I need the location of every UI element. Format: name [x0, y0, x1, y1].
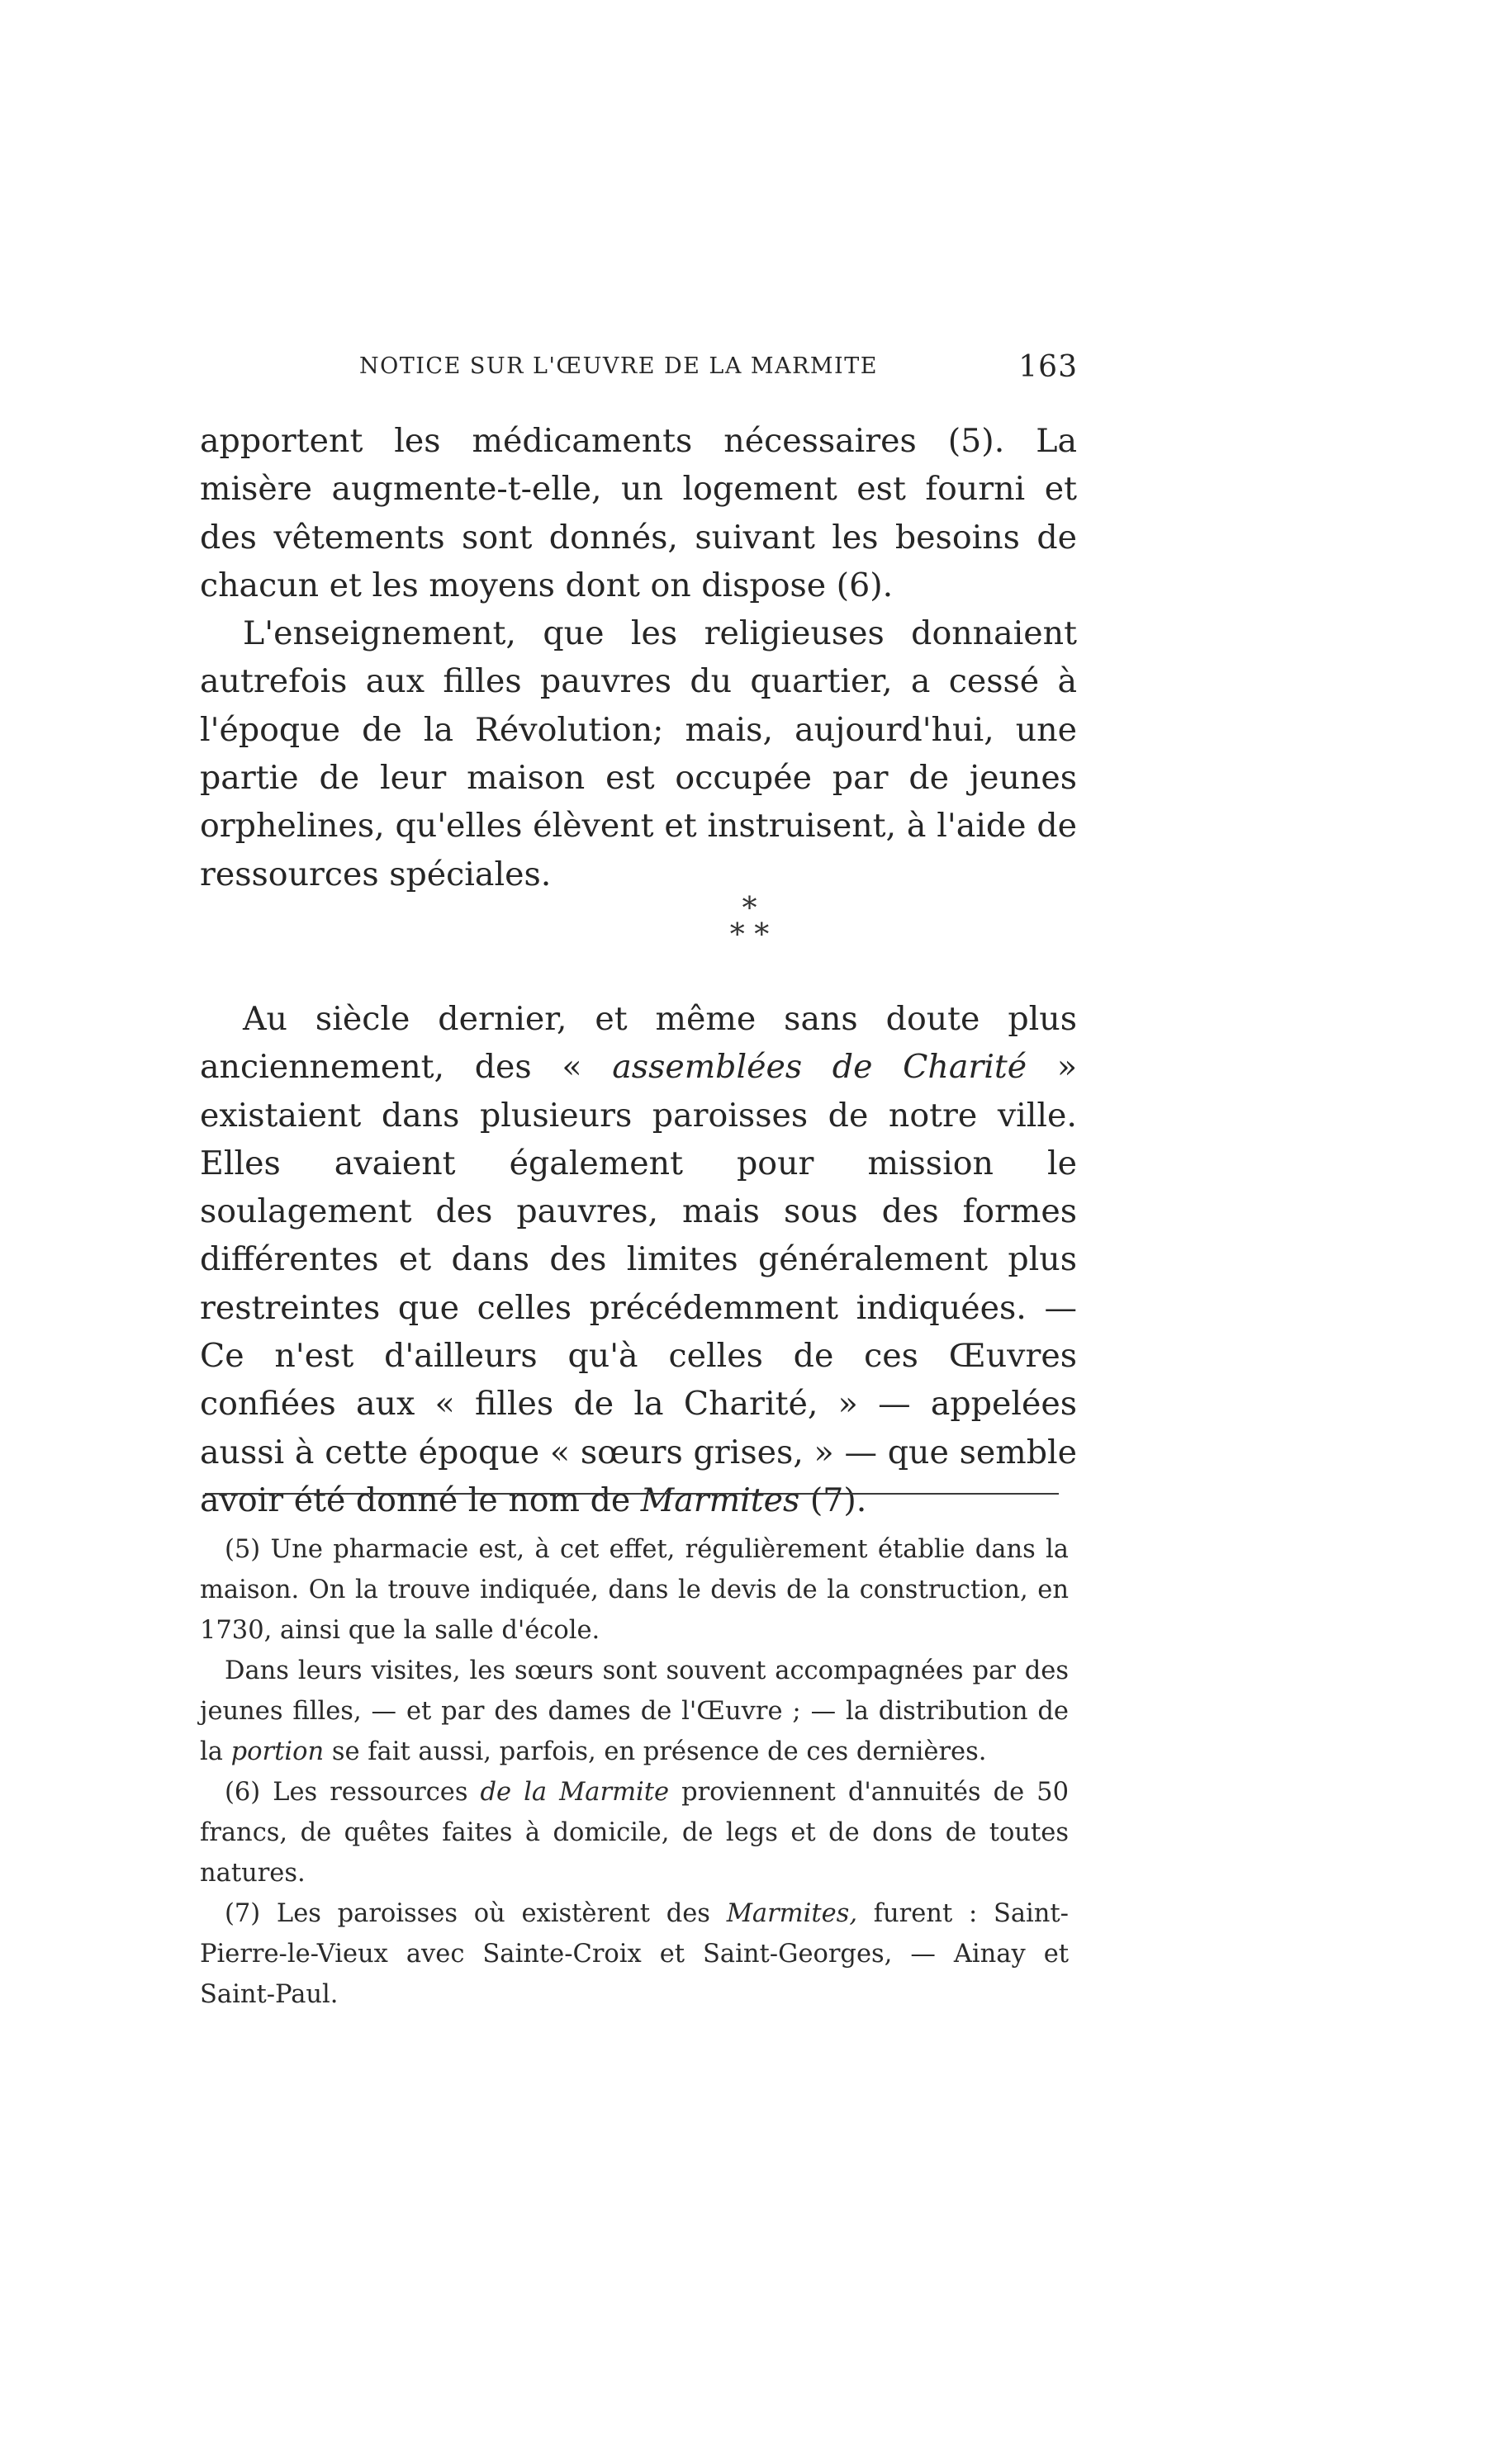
italic-term: de la Marmite: [480, 1778, 670, 1807]
footnote-text: (7) Les paroisses où existèrent des: [225, 1899, 727, 1928]
footnote-rule: [205, 1493, 1059, 1495]
footnote-text: (6) Les ressources: [225, 1778, 481, 1807]
page-number: 163: [1018, 350, 1078, 384]
italic-term: assemblées de Charité: [612, 1048, 1027, 1087]
running-header: [359, 350, 1078, 395]
footnote-text: Dans leurs visites, les sœurs sont souvent accompagnées par des jeunes filles, — et par des dames de l'Œuvre ; — la distribution de la: [200, 1656, 1069, 1766]
footnotes: [200, 1529, 1069, 2015]
footnote-5-continued: [200, 1651, 1069, 1772]
italic-term: Marmites: [640, 1481, 800, 1519]
main-text-lower: [200, 995, 1077, 1524]
footnote-text: proviennent d'annuités de 50 francs, de quêtes faites à domicile, de legs et de dons de toutes natures.: [200, 1778, 1069, 1888]
paragraph-text: (7).: [799, 1481, 867, 1519]
paragraph-continuation: apportent les médicaments nécessaires (5). La misère augmente-t-elle, un logement est fourni et des vêtements sont donnés, suivant les besoins de chacun et les moyens dont on dispose (6).: [200, 422, 1077, 604]
italic-term: portion: [230, 1737, 325, 1766]
footnote-6: [200, 1772, 1069, 1893]
italic-term: Marmites,: [726, 1899, 858, 1928]
paragraph-text: Au siècle dernier, et même sans doute plus anciennement, des «: [200, 1000, 1077, 1087]
paragraph-enseignement: L'enseignement, que les religieuses donnaient autrefois aux filles pauvres du quartier, a cessé à l'époque de la Révolution; mais, aujourd'hui, une partie de leur maison est occupée par de jeunes orphelines, qu'elles élèvent et instruisent, à l'aide de ressources spéciales.: [200, 614, 1077, 893]
footnote-5: (5) Une pharmacie est, à cet effet, régulièrement établie dans la maison. On la trouve indiquée, dans le devis de la construction, en 1730, ainsi que la salle d'école.: [200, 1535, 1069, 1645]
footnote-text: se fait aussi, parfois, en présence de ces dernières.: [324, 1737, 987, 1766]
paragraph-assemblees: [200, 995, 1077, 1524]
paragraph-text: » existaient dans plusieurs paroisses de notre ville. Elles avaient également pour mission le soulagement des pauvres, mais sous des formes différentes et dans des limites généralement plus restreintes que celles précédemment indiquées. — Ce n'est d'ailleurs qu'à celles de ces Œuvres confiées aux « filles de la Charité, » — appelées aussi à cette époque « sœurs grises, » — que semble avoir été donné le nom de: [200, 1048, 1077, 1519]
asterism-top: *: [742, 892, 757, 926]
asterism-bottom: * *: [729, 918, 770, 952]
footnote-text: furent : Saint-Pierre-le-Vieux avec Sainte-Croix et Saint-Georges, — Ainay et Saint-Paul.: [200, 1899, 1069, 2009]
asterism-divider: [0, 892, 1499, 952]
main-text-upper: [200, 417, 1077, 898]
running-title: NOTICE SUR L'ŒUVRE DE LA MARMITE: [359, 353, 878, 379]
footnote-7: [200, 1893, 1069, 2015]
